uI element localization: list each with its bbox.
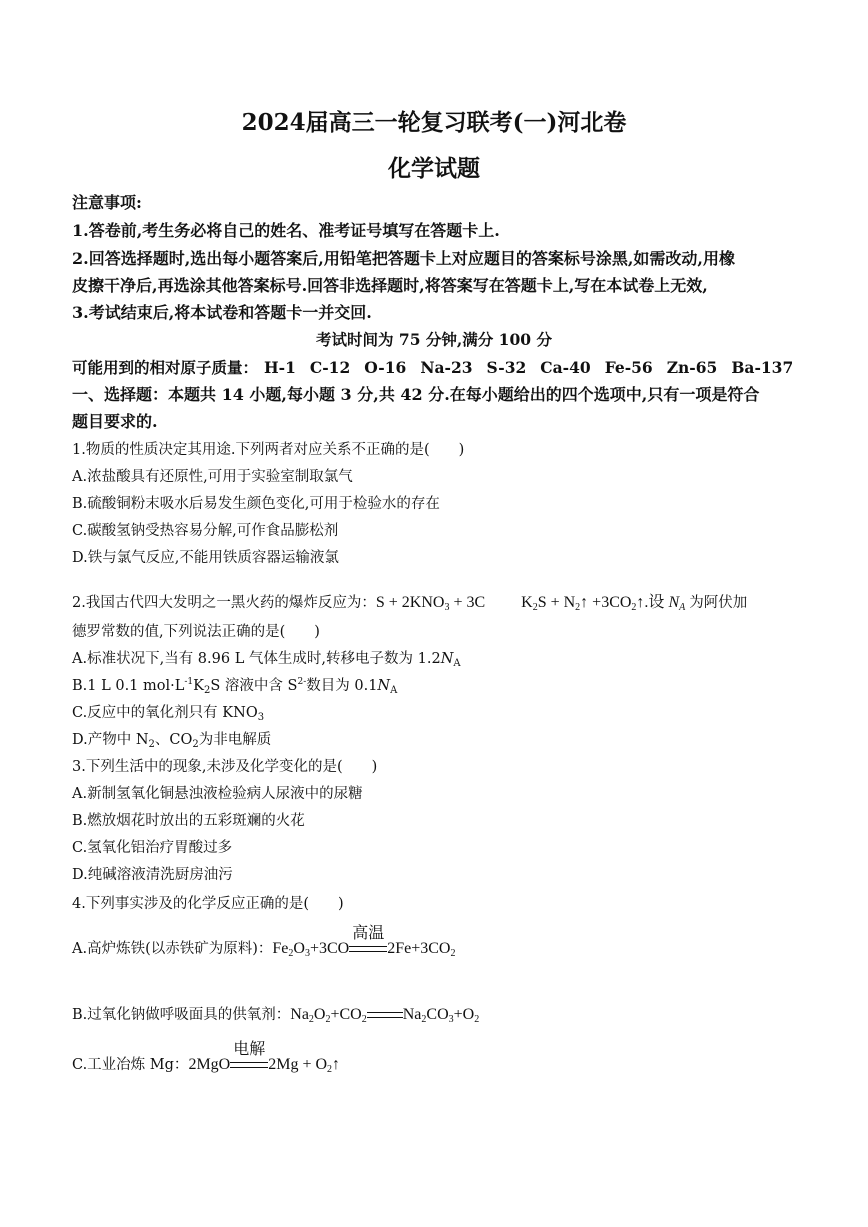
q2-stem-line-1 — [72, 589, 747, 613]
q2-option-b-text-3: S 溶液中含 S — [210, 678, 298, 694]
atomic-mass-c: C-12 — [309, 358, 351, 377]
note-item-2-line-1: 2.回答选择题时,选出每小题答案后,用铅笔把答题卡上对应题目的答案标号涂黑,如需改动,用橡 — [72, 249, 735, 268]
notes-heading: 注意事项: — [72, 193, 142, 212]
q1-option-b: B.硫酸铜粉末吸水后易发生颜色变化,可用于检验水的存在 — [72, 496, 440, 512]
atomic-mass-o: O-16 — [364, 358, 407, 377]
q1-option-d: D.铁与氯气反应,不能用铁质容器运输液氯 — [72, 550, 339, 566]
q2-option-d-text-3: 为非电解质 — [198, 732, 272, 748]
exam-subject: 化学试题 — [388, 155, 480, 182]
magnesium-electrolysis-equation: 2MgO 电解 $2Mg + O_2↑$ — [188, 1056, 340, 1073]
q4-a-condition: 高温 — [352, 925, 385, 942]
q4-option-c — [72, 1041, 341, 1075]
q1-option-c: C.碳酸氢钠受热容易分解,可作食品膨松剂 — [72, 523, 339, 539]
atomic-mass-line — [72, 356, 807, 378]
q4-option-c-text: C.工业冶炼 Mg： — [72, 1057, 189, 1073]
note-item-2-line-2: 皮擦干净后,再选涂其他答案标号.回答非选择题时,将答案写在答题卡上,写在本试卷上无效, — [72, 276, 708, 295]
q4-option-b — [72, 1003, 479, 1025]
q2-option-b-text-4: 数目为 0.1 — [306, 678, 378, 694]
q2-stem-suffix: 为阿伏加 — [689, 595, 748, 611]
q4-c-condition: 电解 — [233, 1041, 266, 1058]
q2-option-b-text-2: K — [193, 678, 204, 694]
atomic-mass-h: H-1 — [264, 358, 296, 377]
q2-option-c: C.反应中的氧化剂只有 $KNO_3$ — [72, 705, 265, 723]
atomic-mass-s: S-32 — [486, 358, 527, 377]
q1-stem: 1.物质的性质决定其用途.下列两者对应关系不正确的是( ) — [72, 442, 465, 458]
atomic-mass-zn: Zn-65 — [666, 358, 718, 377]
section-1-heading-line-2: 题目要求的. — [72, 412, 158, 431]
q2-option-a-text: A.标准状况下,当有 8.96 L 气体生成时,转移电子数为 1.2 — [72, 651, 441, 667]
q2-option-b-text-1: B.1 L 0.1 mol·L — [72, 678, 185, 694]
sodium-peroxide-equation: $Na_2O_2+CO_2$ $Na_2CO_3+O_2$ — [290, 1006, 480, 1025]
atomic-mass-label: 可能用到的相对原子质量： — [72, 358, 259, 377]
q2-option-a: A.标准状况下,当有 8.96 L 气体生成时,转移电子数为 $1.2N_A$ — [72, 651, 461, 669]
note-item-1: 1.答卷前,考生务必将自己的姓名、准考证号填写在答题卡上. — [72, 221, 500, 240]
atomic-mass-na: Na-23 — [420, 358, 473, 377]
q2-option-c-text: C.反应中的氧化剂只有 KNO — [72, 705, 258, 721]
gunpowder-equation: $S + 2KNO_3 + 3C$ $K_2S$ + $N_2↑$ $+3CO_2↑$.设 $N_A$ — [375, 594, 686, 613]
atomic-mass-ba: Ba-137 — [731, 358, 794, 377]
exam-time-info: 考试时间为 75 分钟,满分 100 分 — [316, 330, 552, 349]
q2-option-d-text-1: D.产物中 N — [72, 732, 149, 748]
q4-stem: 4.下列事实涉及的化学反应正确的是( ) — [72, 896, 344, 912]
q4-option-a — [72, 925, 456, 959]
q1-option-a: A.浓盐酸具有还原性,可用于实验室制取氯气 — [72, 469, 353, 485]
q3-option-d: D.纯碱溶液清洗厨房油污 — [72, 867, 233, 883]
atomic-mass-fe: Fe-56 — [604, 358, 653, 377]
exam-title: 2024届高三一轮复习联考(一)河北卷 — [241, 109, 627, 136]
q2-option-d-text-2: 、CO — [154, 732, 193, 748]
section-1-heading-line-1: 一、选择题：本题共 14 小题,每小题 3 分,共 42 分.在每小题给出的四个选项中,只有一项是符合 — [72, 385, 760, 404]
q3-stem: 3.下列生活中的现象,未涉及化学变化的是( ) — [72, 759, 378, 775]
q2-stem-prefix: 2.我国古代四大发明之一黑火药的爆炸反应为： — [72, 595, 376, 611]
q4-option-a-text: A.高炉炼铁(以赤铁矿为原料)： — [72, 941, 273, 957]
note-item-3: 3.考试结束后,将本试卷和答题卡一并交回. — [72, 303, 372, 322]
q4-option-b-text: B.过氧化钠做呼吸面具的供氧剂： — [72, 1007, 291, 1023]
q2-option-d: D.产物中 $N_2$、$CO_2$为非电解质 — [72, 732, 272, 750]
atomic-mass-ca: Ca-40 — [540, 358, 591, 377]
q3-option-c: C.氢氧化铝治疗胃酸过多 — [72, 840, 233, 856]
blast-furnace-equation: $Fe_2O_3+3CO$ 高温 $2Fe+3CO_2$ — [272, 940, 455, 957]
q2-option-b: B.1 L 0.1 $mol\cdot L^{-1}K_2S$ 溶液中含 $S^{2-}$数目为 $0.1N_A$ — [72, 677, 398, 696]
q3-option-a: A.新制氢氧化铜悬浊液检验病人尿液中的尿糖 — [72, 786, 363, 802]
q3-option-b: B.燃放烟花时放出的五彩斑斓的火花 — [72, 813, 305, 829]
q2-stem-line-2: 德罗常数的值,下列说法正确的是( ) — [72, 624, 320, 640]
